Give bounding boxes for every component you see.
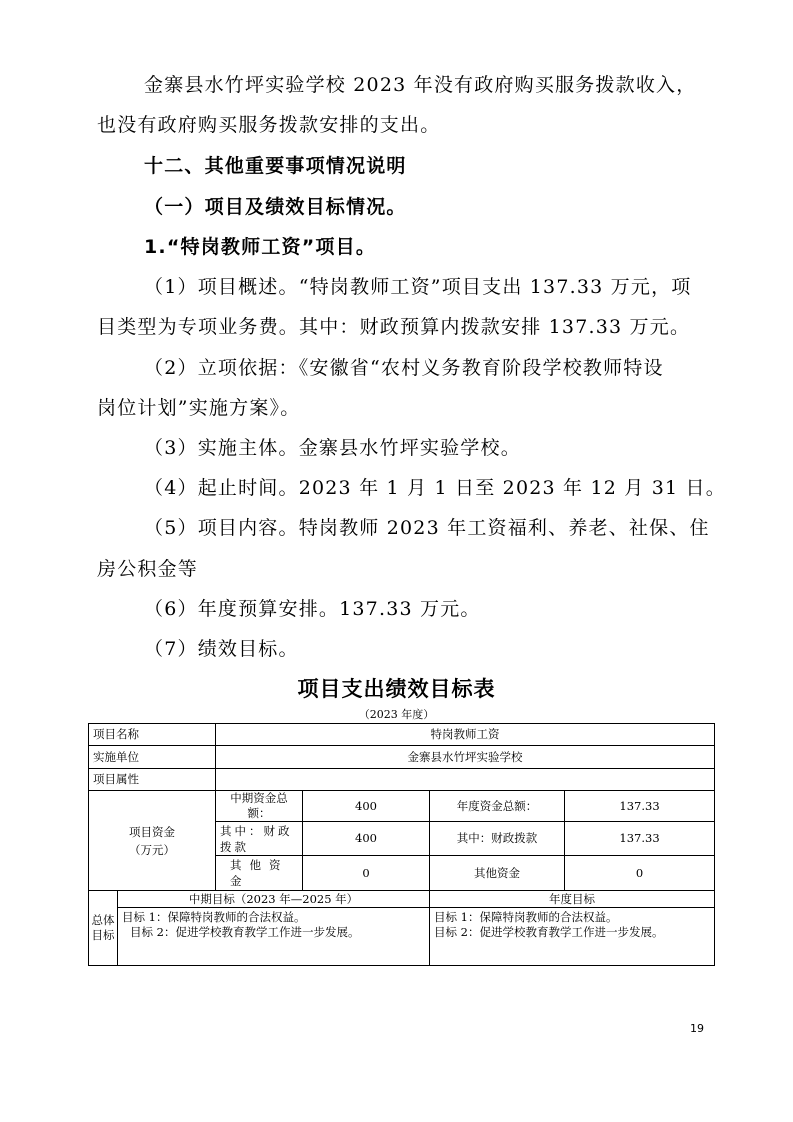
year-other-value: 0 [565,856,715,891]
mid-goal-cell [118,908,430,966]
project-name-label: 项目名称 [89,724,216,746]
attr-value [216,769,715,791]
performance-target-table [88,723,715,966]
paragraph-line: 金寨县水竹坪实验学校 2023 年没有政府购买服务拨款收入， [144,74,697,96]
paragraph-line: 房公积金等 [97,558,199,580]
paragraph-line: （5）项目内容。特岗教师 2023 年工资福利、养老、社保、住 [144,517,710,539]
year-other-label: 其他资金 [430,856,565,891]
mid-goal-1: 目标 1：保障特岗教师的合法权益。 [122,910,306,924]
paragraph-line: （1）项目概述。“特岗教师工资”项目支出 137.33 万元，项 [144,276,692,298]
section-heading: 十二、其他重要事项情况说明 [144,155,407,177]
mid-fiscal-label: 其中：财政拨款 [216,822,303,856]
overall-target-label: 总体目标 [89,891,118,966]
paragraph-line: 岗位计划”实施方案》。 [97,397,301,419]
item-heading: 1.“特岗教师工资”项目。 [144,236,377,258]
paragraph-line: （6）年度预算安排。137.33 万元。 [144,598,481,620]
year-goal-1: 目标 1：保障特岗教师的合法权益。 [434,910,618,924]
table-year: （2023 年度） [358,708,435,721]
paragraph-line: （7）绩效目标。 [144,638,299,660]
paragraph-line: 目类型为专项业务费。其中：财政预算内拨款安排 137.33 万元。 [97,316,691,338]
year-fiscal-label: 其中：财政拨款 [430,822,565,856]
mid-other-label: 其他资金 [216,856,303,891]
subsection-heading: （一）项目及绩效目标情况。 [144,196,407,218]
year-total-label: 年度资金总额： [430,791,565,822]
project-name-value: 特岗教师工资 [216,724,715,746]
mid-fiscal-value: 400 [303,822,430,856]
table-title: 项目支出绩效目标表 [297,677,496,701]
unit-value: 金寨县水竹坪实验学校 [216,746,715,769]
mid-total-value: 400 [303,791,430,822]
paragraph-line: （3）实施主体。金寨县水竹坪实验学校。 [144,437,521,459]
mid-other-value: 0 [303,856,430,891]
paragraph-line: （4）起止时间。2023 年 1 月 1 日至 2023 年 12 月 31 日。 [144,477,726,499]
attr-label: 项目属性 [89,769,216,791]
mid-goal-header: 中期目标（2023 年—2025 年） [118,891,430,908]
unit-label: 实施单位 [89,746,216,769]
page-number: 19 [690,1022,704,1035]
year-goal-cell [430,908,715,966]
mid-total-label: 中期资金总额： [216,791,303,822]
paragraph-line: 也没有政府购买服务拨款安排的支出。 [97,114,441,136]
year-goal-header: 年度目标 [430,891,715,908]
year-fiscal-value: 137.33 [565,822,715,856]
mid-goal-2: 目标 2：促进学校教育教学工作进一步发展。 [130,925,360,939]
paragraph-line: （2）立项依据：《安徽省“农村义务教育阶段学校教师特设 [144,357,664,379]
funds-label: 项目资金 （万元） [89,791,216,891]
year-total-value: 137.33 [565,791,715,822]
year-goal-2: 目标 2：促进学校教育教学工作进一步发展。 [434,925,664,939]
